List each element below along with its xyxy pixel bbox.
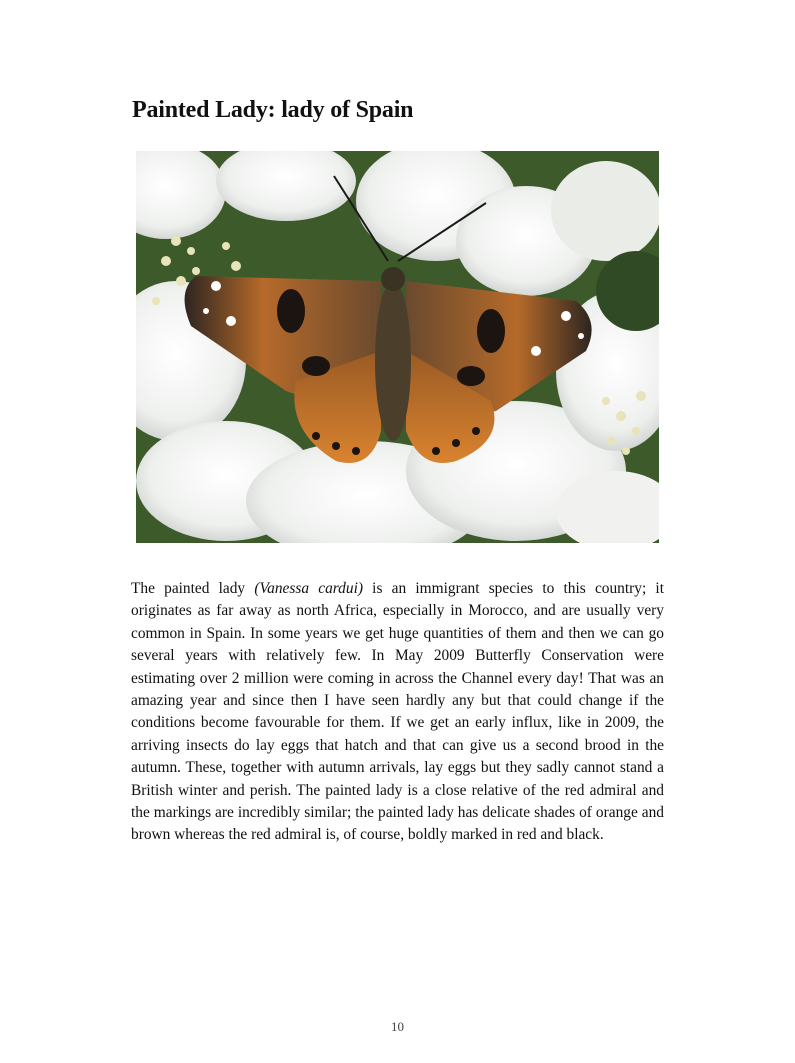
page-number: 10 (391, 1019, 404, 1034)
butterfly-photo (136, 151, 659, 543)
body-text-start: The painted lady (131, 580, 255, 597)
body-paragraph (131, 578, 664, 847)
body-text-rest: is an immigrant species to this country; it originates as far away as north Africa, especially in Morocco, and are usually very common in Spain. In some years we get huge quantities of them and then we can go several years with relatively few. In May 2009 Butterfly Conservation were estimating over 2 million were coming in across the Channel every day! That was an amazing year and since then I have seen hardly any but that could change if the conditions become favourable for them. If we get an early influx, like in 2009, the arriving insects do lay eggs that hatch and that can give us a second brood in the autumn. These, together with autumn arrivals, lay eggs but they sadly cannot stand a British winter and perish. The painted lady is a close relative of the red admiral and the markings are incredibly similar; the painted lady has delicate shades of orange and brown whereas the red admiral is, of course, boldly marked in red and black. (131, 580, 664, 844)
page-title: Painted Lady: lady of Spain (132, 97, 414, 123)
species-name: (Vanessa cardui) (254, 580, 363, 597)
